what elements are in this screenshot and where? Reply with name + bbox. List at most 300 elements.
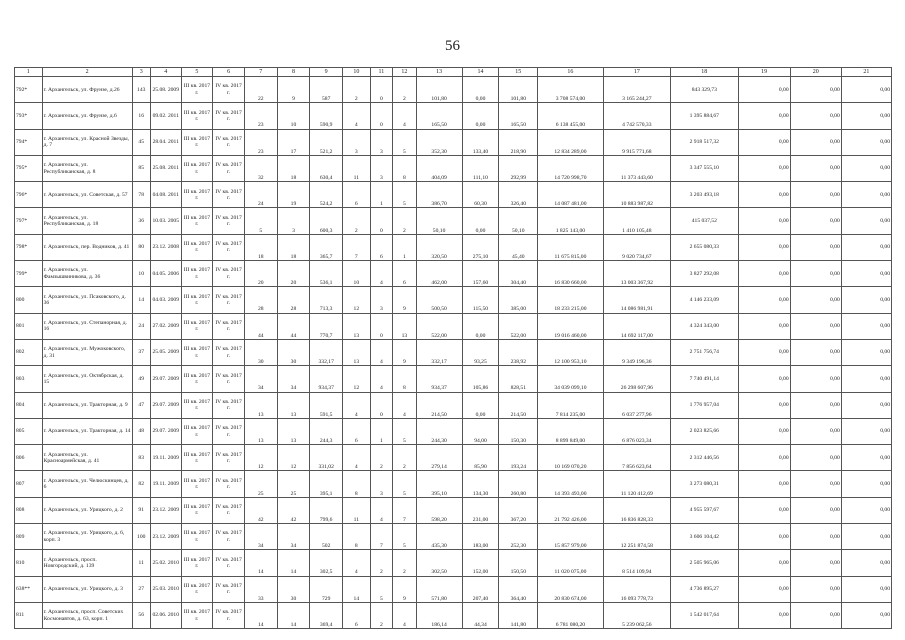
cell-col-18: 2 655 080,33 [671, 234, 738, 260]
cell-col-14: 60,30 [462, 182, 499, 208]
cell-col-6: IV кв. 2017 г. [213, 339, 245, 365]
cell-col-4: 25.05. 2009 [150, 339, 181, 365]
cell-col-18: 3 273 080,31 [671, 471, 738, 497]
cell-col-11: 4 [370, 366, 392, 392]
cell-col-2: г. Архангельск, ул. Фрунзе, д.6 [42, 103, 132, 129]
cell-col-12: 5 [393, 129, 417, 155]
cell-col-14: 115,50 [462, 287, 499, 313]
cell-col-9: 395,1 [310, 471, 343, 497]
column-header-21: 21 [841, 68, 891, 77]
cell-col-2: г. Архангельск, ул. Республиканская, д. 8 [42, 155, 132, 181]
cell-col-19: 0,00 [738, 313, 790, 339]
cell-col-16: 18 233 215,00 [538, 287, 603, 313]
cell-col-16: 6 781 080,20 [538, 602, 603, 628]
cell-col-15: 385,00 [499, 287, 538, 313]
cell-col-12: 2 [393, 445, 417, 471]
cell-col-8: 28 [277, 287, 310, 313]
cell-col-11: 0 [370, 208, 392, 234]
cell-col-8: 19 [277, 182, 310, 208]
cell-col-4: 29.07. 2009 [150, 418, 181, 444]
cell-col-7: 34 [244, 366, 277, 392]
cell-col-7: 14 [244, 602, 277, 628]
cell-col-1: 805 [15, 418, 43, 444]
cell-col-8: 30 [277, 339, 310, 365]
cell-col-11: 1 [370, 182, 392, 208]
cell-col-15: 292,99 [499, 155, 538, 181]
cell-col-13: 186,14 [416, 602, 462, 628]
cell-col-18: 3 827 292,08 [671, 261, 738, 287]
cell-col-17: 9 915 771,68 [603, 129, 670, 155]
cell-col-10: 6 [343, 182, 371, 208]
cell-col-12: 5 [393, 471, 417, 497]
cell-col-19: 0,00 [738, 234, 790, 260]
cell-col-5: III кв. 2017 г. [181, 366, 213, 392]
cell-col-7: 42 [244, 497, 277, 523]
cell-col-21: 0,00 [841, 313, 891, 339]
cell-col-21: 0,00 [841, 602, 891, 628]
cell-col-21: 0,00 [841, 287, 891, 313]
cell-col-8: 18 [277, 234, 310, 260]
cell-col-8: 14 [277, 602, 310, 628]
cell-col-16: 16 830 660,00 [538, 261, 603, 287]
cell-col-14: 152,00 [462, 550, 499, 576]
cell-col-6: IV кв. 2017 г. [213, 155, 245, 181]
cell-col-18: 4 955 597,67 [671, 497, 738, 523]
cell-col-7: 20 [244, 261, 277, 287]
cell-col-4: 25.03. 2010 [150, 576, 181, 602]
table-row [15, 155, 892, 181]
column-header-9: 9 [310, 68, 343, 77]
cell-col-6: IV кв. 2017 г. [213, 576, 245, 602]
cell-col-14: 183,00 [462, 524, 499, 550]
cell-col-2: г. Архангельск, ул. Фамзышвиникова, д. 36 [42, 261, 132, 287]
cell-col-1: 797* [15, 208, 43, 234]
cell-col-13: 214,50 [416, 392, 462, 418]
cell-col-6: IV кв. 2017 г. [213, 208, 245, 234]
cell-col-20: 0,00 [790, 339, 841, 365]
cell-col-10: 8 [343, 471, 371, 497]
cell-col-8: 13 [277, 418, 310, 444]
cell-col-2: г. Архангельск, ул. Урицкого, д. 3 [42, 576, 132, 602]
cell-col-5: III кв. 2017 г. [181, 602, 213, 628]
cell-col-7: 5 [244, 208, 277, 234]
cell-col-16: 20 830 674,00 [538, 576, 603, 602]
cell-col-11: 3 [370, 155, 392, 181]
cell-col-6: IV кв. 2017 г. [213, 287, 245, 313]
cell-col-1: 803 [15, 366, 43, 392]
cell-col-9: 600,3 [310, 208, 343, 234]
cell-col-12: 8 [393, 366, 417, 392]
cell-col-17: 1 410 105,48 [603, 208, 670, 234]
cell-col-21: 0,00 [841, 550, 891, 576]
cell-col-13: 352,30 [416, 129, 462, 155]
cell-col-6: IV кв. 2017 г. [213, 129, 245, 155]
cell-col-15: 326,40 [499, 182, 538, 208]
cell-col-17: 6 876 023,34 [603, 418, 670, 444]
cell-col-15: 260,80 [499, 471, 538, 497]
cell-col-7: 13 [244, 418, 277, 444]
cell-col-17: 13 003 367,92 [603, 261, 670, 287]
cell-col-20: 0,00 [790, 576, 841, 602]
cell-col-1: 800 [15, 287, 43, 313]
cell-col-20: 0,00 [790, 234, 841, 260]
table-body [15, 77, 892, 629]
cell-col-16: 11 675 815,00 [538, 234, 603, 260]
cell-col-15: 214,50 [499, 392, 538, 418]
cell-col-6: IV кв. 2017 г. [213, 366, 245, 392]
cell-col-6: IV кв. 2017 г. [213, 234, 245, 260]
cell-col-7: 30 [244, 339, 277, 365]
cell-col-18: 1 542 017,64 [671, 602, 738, 628]
cell-col-18: 4 146 233,09 [671, 287, 738, 313]
cell-col-5: III кв. 2017 г. [181, 234, 213, 260]
column-header-10: 10 [343, 68, 371, 77]
cell-col-17: 5 239 062,56 [603, 602, 670, 628]
cell-col-6: IV кв. 2017 г. [213, 602, 245, 628]
cell-col-21: 0,00 [841, 182, 891, 208]
cell-col-14: 44,34 [462, 602, 499, 628]
cell-col-16: 12 100 953,10 [538, 339, 603, 365]
cell-col-19: 0,00 [738, 339, 790, 365]
cell-col-4: 27.02. 2009 [150, 313, 181, 339]
cell-col-9: 591,5 [310, 392, 343, 418]
cell-col-15: 141,80 [499, 602, 538, 628]
cell-col-21: 0,00 [841, 524, 891, 550]
cell-col-7: 24 [244, 182, 277, 208]
cell-col-3: 85 [132, 155, 150, 181]
cell-col-15: 304,40 [499, 261, 538, 287]
cell-col-2: г. Архангельск, ул. Псаковского, д. 36 [42, 287, 132, 313]
column-header-14: 14 [462, 68, 499, 77]
cell-col-13: 101,80 [416, 77, 462, 103]
cell-col-14: 111,10 [462, 155, 499, 181]
cell-col-5: III кв. 2017 г. [181, 524, 213, 550]
cell-col-4: 25.08. 2009 [150, 77, 181, 103]
cell-col-12: 4 [393, 602, 417, 628]
cell-col-1: 794* [15, 129, 43, 155]
cell-col-8: 34 [277, 366, 310, 392]
cell-col-16: 19 016 460,00 [538, 313, 603, 339]
cell-col-11: 3 [370, 471, 392, 497]
table-row [15, 497, 892, 523]
cell-col-8: 13 [277, 392, 310, 418]
cell-col-3: 10 [132, 261, 150, 287]
cell-col-5: III кв. 2017 г. [181, 576, 213, 602]
column-header-17: 17 [603, 68, 670, 77]
cell-col-21: 0,00 [841, 497, 891, 523]
column-header-20: 20 [790, 68, 841, 77]
cell-col-6: IV кв. 2017 г. [213, 497, 245, 523]
cell-col-20: 0,00 [790, 261, 841, 287]
cell-col-6: IV кв. 2017 г. [213, 313, 245, 339]
cell-col-20: 0,00 [790, 392, 841, 418]
column-header-4: 4 [150, 68, 181, 77]
cell-col-3: 56 [132, 602, 150, 628]
cell-col-17: 6 037 277,96 [603, 392, 670, 418]
cell-col-2: г. Архангельск, ул. Челюскинцев, д. 6 [42, 471, 132, 497]
cell-col-12: 13 [393, 313, 417, 339]
cell-col-15: 165,50 [499, 103, 538, 129]
cell-col-19: 0,00 [738, 418, 790, 444]
cell-col-21: 0,00 [841, 471, 891, 497]
cell-col-10: 6 [343, 418, 371, 444]
table-row [15, 471, 892, 497]
table-row [15, 234, 892, 260]
cell-col-21: 0,00 [841, 445, 891, 471]
cell-col-3: 45 [132, 129, 150, 155]
cell-col-8: 34 [277, 524, 310, 550]
cell-col-17: 14 086 981,91 [603, 287, 670, 313]
cell-col-20: 0,00 [790, 129, 841, 155]
cell-col-6: IV кв. 2017 г. [213, 524, 245, 550]
cell-col-16: 11 020 075,00 [538, 550, 603, 576]
cell-col-2: г. Архангельск, ул. Урицкого, д. 6, корп. 3 [42, 524, 132, 550]
cell-col-10: 4 [343, 550, 371, 576]
cell-col-18: 2 312 446,56 [671, 445, 738, 471]
cell-col-12: 5 [393, 418, 417, 444]
column-header-12: 12 [393, 68, 417, 77]
cell-col-20: 0,00 [790, 155, 841, 181]
column-header-11: 11 [370, 68, 392, 77]
cell-col-5: III кв. 2017 г. [181, 313, 213, 339]
cell-col-11: 7 [370, 524, 392, 550]
cell-col-11: 6 [370, 234, 392, 260]
cell-col-18: 2 918 517,32 [671, 129, 738, 155]
cell-col-18: 2 505 965,06 [671, 550, 738, 576]
column-header-15: 15 [499, 68, 538, 77]
cell-col-9: 302,5 [310, 550, 343, 576]
column-header-6: 6 [213, 68, 245, 77]
cell-col-11: 3 [370, 287, 392, 313]
cell-col-12: 6 [393, 261, 417, 287]
cell-col-21: 0,00 [841, 103, 891, 129]
cell-col-3: 36 [132, 208, 150, 234]
cell-col-14: 207,40 [462, 576, 499, 602]
cell-col-6: IV кв. 2017 г. [213, 550, 245, 576]
cell-col-13: 934,37 [416, 366, 462, 392]
cell-col-11: 0 [370, 103, 392, 129]
cell-col-15: 101,80 [499, 77, 538, 103]
page-number: 56 [445, 38, 460, 54]
cell-col-17: 3 165 244,27 [603, 77, 670, 103]
column-header-2: 2 [42, 68, 132, 77]
cell-col-15: 193,24 [499, 445, 538, 471]
cell-col-9: 244,3 [310, 418, 343, 444]
cell-col-7: 12 [244, 445, 277, 471]
cell-col-16: 12 834 289,00 [538, 129, 603, 155]
cell-col-3: 91 [132, 497, 150, 523]
cell-col-13: 302,50 [416, 550, 462, 576]
column-header-3: 3 [132, 68, 150, 77]
table-row [15, 129, 892, 155]
cell-col-15: 218,90 [499, 129, 538, 155]
cell-col-16: 14 087 481,00 [538, 182, 603, 208]
table-row [15, 392, 892, 418]
cell-col-14: 133,40 [462, 129, 499, 155]
cell-col-7: 23 [244, 129, 277, 155]
cell-col-14: 85,90 [462, 445, 499, 471]
cell-col-5: III кв. 2017 г. [181, 550, 213, 576]
cell-col-16: 14 720 998,70 [538, 155, 603, 181]
cell-col-13: 320,50 [416, 234, 462, 260]
cell-col-5: III кв. 2017 г. [181, 418, 213, 444]
cell-col-20: 0,00 [790, 103, 841, 129]
cell-col-11: 1 [370, 418, 392, 444]
cell-col-6: IV кв. 2017 г. [213, 77, 245, 103]
cell-col-2: г. Архангельск, пер. Водников, д. 41 [42, 234, 132, 260]
cell-col-11: 4 [370, 497, 392, 523]
cell-col-13: 598,20 [416, 497, 462, 523]
cell-col-19: 0,00 [738, 261, 790, 287]
cell-col-12: 5 [393, 182, 417, 208]
cell-col-1: 796* [15, 182, 43, 208]
cell-col-16: 6 138 455,00 [538, 103, 603, 129]
cell-col-21: 0,00 [841, 392, 891, 418]
cell-col-3: 11 [132, 550, 150, 576]
cell-col-16: 14 393 493,00 [538, 471, 603, 497]
cell-col-3: 78 [132, 182, 150, 208]
cell-col-11: 2 [370, 550, 392, 576]
cell-col-18: 4 324 343,00 [671, 313, 738, 339]
cell-col-8: 18 [277, 155, 310, 181]
cell-col-21: 0,00 [841, 129, 891, 155]
cell-col-9: 587 [310, 77, 343, 103]
cell-col-1: 792* [15, 77, 43, 103]
cell-col-10: 6 [343, 602, 371, 628]
cell-col-18: 1 776 957,04 [671, 392, 738, 418]
cell-col-9: 369,4 [310, 602, 343, 628]
cell-col-3: 100 [132, 524, 150, 550]
cell-col-7: 32 [244, 155, 277, 181]
cell-col-19: 0,00 [738, 445, 790, 471]
cell-col-19: 0,00 [738, 524, 790, 550]
cell-col-1: 795* [15, 155, 43, 181]
cell-col-5: III кв. 2017 г. [181, 103, 213, 129]
cell-col-17: 11 120 412,69 [603, 471, 670, 497]
cell-col-13: 395,10 [416, 471, 462, 497]
cell-col-7: 23 [244, 103, 277, 129]
cell-col-15: 522,00 [499, 313, 538, 339]
cell-col-1: 810 [15, 550, 43, 576]
cell-col-19: 0,00 [738, 550, 790, 576]
cell-col-10: 2 [343, 77, 371, 103]
cell-col-10: 4 [343, 103, 371, 129]
cell-col-3: 48 [132, 418, 150, 444]
cell-col-20: 0,00 [790, 182, 841, 208]
cell-col-9: 332,17 [310, 339, 343, 365]
cell-col-5: III кв. 2017 г. [181, 261, 213, 287]
cell-col-18: 7 740 491,14 [671, 366, 738, 392]
cell-col-11: 0 [370, 313, 392, 339]
cell-col-1: 801 [15, 313, 43, 339]
cell-col-2: г. Архангельск, ул. Тракторная, д. 14 [42, 418, 132, 444]
cell-col-19: 0,00 [738, 103, 790, 129]
cell-col-12: 9 [393, 287, 417, 313]
cell-col-3: 80 [132, 234, 150, 260]
column-header-18: 18 [671, 68, 738, 77]
cell-col-19: 0,00 [738, 287, 790, 313]
cell-col-15: 238,92 [499, 339, 538, 365]
table-row [15, 418, 892, 444]
cell-col-17: 8 514 109,94 [603, 550, 670, 576]
cell-col-12: 1 [393, 234, 417, 260]
cell-col-15: 828,51 [499, 366, 538, 392]
cell-col-12: 2 [393, 77, 417, 103]
cell-col-8: 17 [277, 129, 310, 155]
cell-col-12: 4 [393, 392, 417, 418]
cell-col-1: 793* [15, 103, 43, 129]
table-row [15, 261, 892, 287]
cell-col-1: 811 [15, 602, 43, 628]
cell-col-5: III кв. 2017 г. [181, 497, 213, 523]
cell-col-8: 44 [277, 313, 310, 339]
table-row [15, 524, 892, 550]
cell-col-4: 02.06. 2010 [150, 602, 181, 628]
cell-col-13: 386,70 [416, 182, 462, 208]
cell-col-19: 0,00 [738, 208, 790, 234]
cell-col-5: III кв. 2017 г. [181, 77, 213, 103]
cell-col-4: 25.08. 2011 [150, 155, 181, 181]
column-header-16: 16 [538, 68, 603, 77]
cell-col-16: 10 169 070,20 [538, 445, 603, 471]
cell-col-14: 231,00 [462, 497, 499, 523]
cell-col-10: 7 [343, 234, 371, 260]
cell-col-9: 770,7 [310, 313, 343, 339]
column-header-1: 1 [15, 68, 43, 77]
cell-col-8: 25 [277, 471, 310, 497]
cell-col-9: 729 [310, 576, 343, 602]
cell-col-15: 50,10 [499, 208, 538, 234]
cell-col-6: IV кв. 2017 г. [213, 471, 245, 497]
cell-col-14: 157,60 [462, 261, 499, 287]
cell-col-3: 27 [132, 576, 150, 602]
cell-col-18: 2 751 756,74 [671, 339, 738, 365]
cell-col-17: 4 742 570,33 [603, 103, 670, 129]
cell-col-17: 26 298 607,96 [603, 366, 670, 392]
cell-col-5: III кв. 2017 г. [181, 339, 213, 365]
cell-col-3: 47 [132, 392, 150, 418]
cell-col-11: 5 [370, 576, 392, 602]
cell-col-17: 16 836 828,33 [603, 497, 670, 523]
cell-col-14: 0,00 [462, 313, 499, 339]
table-row [15, 550, 892, 576]
cell-col-18: 1 395 884,67 [671, 103, 738, 129]
cell-col-5: III кв. 2017 г. [181, 287, 213, 313]
cell-col-20: 0,00 [790, 77, 841, 103]
cell-col-8: 10 [277, 103, 310, 129]
cell-col-3: 49 [132, 366, 150, 392]
cell-col-17: 16 093 778,73 [603, 576, 670, 602]
cell-col-15: 45,40 [499, 234, 538, 260]
cell-col-12: 2 [393, 550, 417, 576]
cell-col-21: 0,00 [841, 339, 891, 365]
cell-col-13: 435,30 [416, 524, 462, 550]
cell-col-4: 09.02. 2011 [150, 103, 181, 129]
cell-col-10: 11 [343, 497, 371, 523]
cell-col-6: IV кв. 2017 г. [213, 445, 245, 471]
cell-col-2: г. Архангельск, ул. Республиканская, д. 18 [42, 208, 132, 234]
table-row [15, 339, 892, 365]
cell-col-18: 843 329,73 [671, 77, 738, 103]
cell-col-13: 462,00 [416, 261, 462, 287]
cell-col-17: 7 856 623,64 [603, 445, 670, 471]
cell-col-3: 14 [132, 287, 150, 313]
cell-col-19: 0,00 [738, 366, 790, 392]
cell-col-19: 0,00 [738, 602, 790, 628]
cell-col-5: III кв. 2017 г. [181, 445, 213, 471]
cell-col-6: IV кв. 2017 г. [213, 392, 245, 418]
cell-col-15: 367,20 [499, 497, 538, 523]
